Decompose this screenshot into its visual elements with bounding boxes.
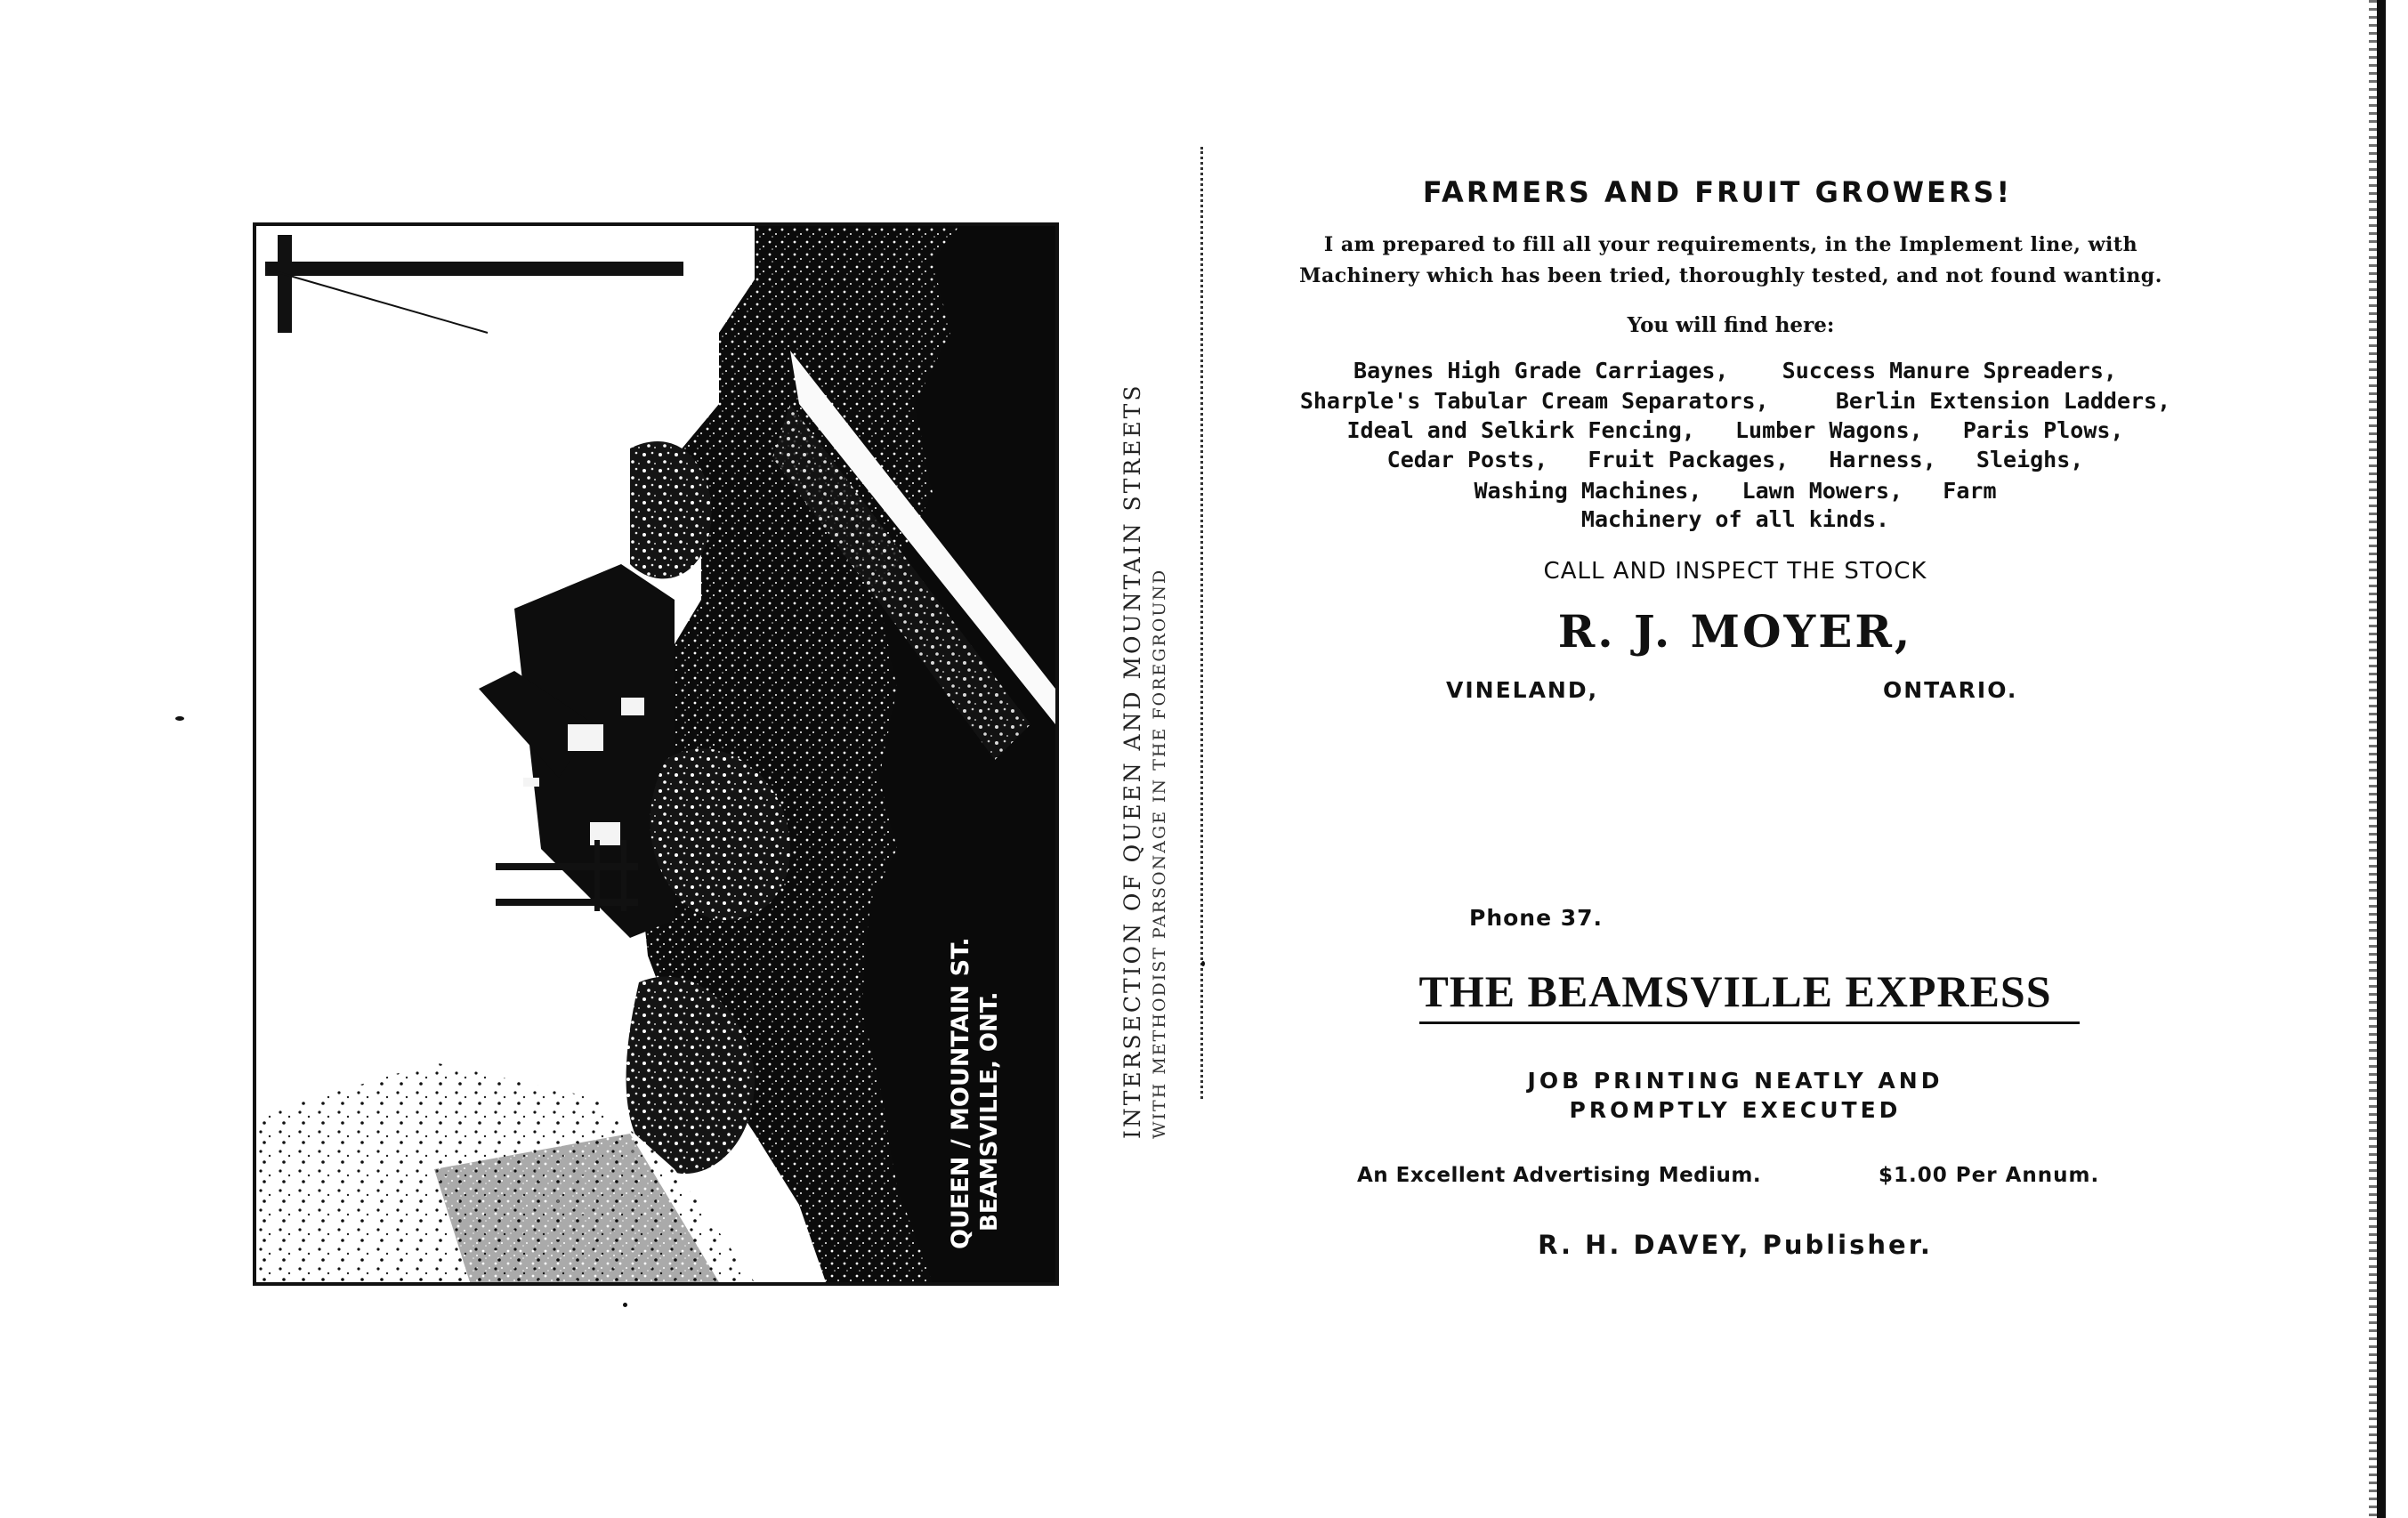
photograph-image [256,226,1055,1282]
caption-line-1: INTERSECTION OF QUEEN AND MOUNTAIN STREETS [1119,383,1145,1139]
ad-town: VINELAND, [1446,677,1599,703]
product-line: Machinery of all kinds. [1580,506,1890,532]
newspaper-title: THE BEAMSVILLE EXPRESS [1418,966,2052,1016]
product-line: Sharple's Tabular Cream Separators, Berlin Extension Ladders, [1299,388,2171,414]
subscription-price: $1.00 Per Annum. [1879,1164,2100,1187]
ad-intro-line-1: I am prepared to fill all your requirements, in the Implement line, with [1323,233,2138,256]
ad-call-to-action: CALL AND INSPECT THE STOCK [1543,558,1927,585]
photo-inscription-line-1: QUEEN / MOUNTAIN ST. [947,937,974,1249]
caption-line-2: WITH METHODIST PARSONAGE IN THE FOREGROUND [1150,568,1169,1139]
advertising-medium-text: An Excellent Advertising Medium. [1357,1164,1762,1187]
product-line: Washing Machines, Lawn Mowers, Farm [1474,478,1997,504]
product-line: Cedar Posts, Fruit Packages, Harness, Sleighs, [1386,447,2084,472]
ad-heading: FARMERS AND FRUIT GROWERS! [1422,175,2013,209]
photo-caption [1119,374,1173,1139]
scan-right-edge [2377,0,2386,1518]
ad-find-here: You will find here: [1627,313,1835,337]
ad-merchant-name: R. J. MOYER, [1557,605,1913,658]
scan-speck [1201,961,1205,966]
title-underline [1419,1021,2080,1024]
scan-speck [623,1303,627,1307]
product-line: Baynes High Grade Carriages, Success Manure Spreaders, [1353,358,2117,384]
phone-number: Phone 37. [1469,905,1604,931]
publisher-line: R. H. DAVEY, Publisher. [1538,1230,1933,1260]
job-printing-line-2: PROMPTLY EXECUTED [1569,1097,1902,1123]
scan-edge-noise [2369,0,2377,1518]
product-line: Ideal and Selkirk Fencing, Lumber Wagons, Paris Plows, [1346,417,2124,443]
photo-inscription-line-2: BEAMSVILLE, ONT. [976,991,1003,1231]
page-fold-divider [1200,147,1203,1099]
street-photograph [253,222,1059,1286]
job-printing-line-1: JOB PRINTING NEATLY AND [1527,1068,1943,1094]
scan-speck [175,716,184,721]
ad-province: ONTARIO. [1883,677,2018,703]
ad-intro-line-2: Machinery which has been tried, thoroughly tested, and not found wanting. [1299,264,2162,287]
